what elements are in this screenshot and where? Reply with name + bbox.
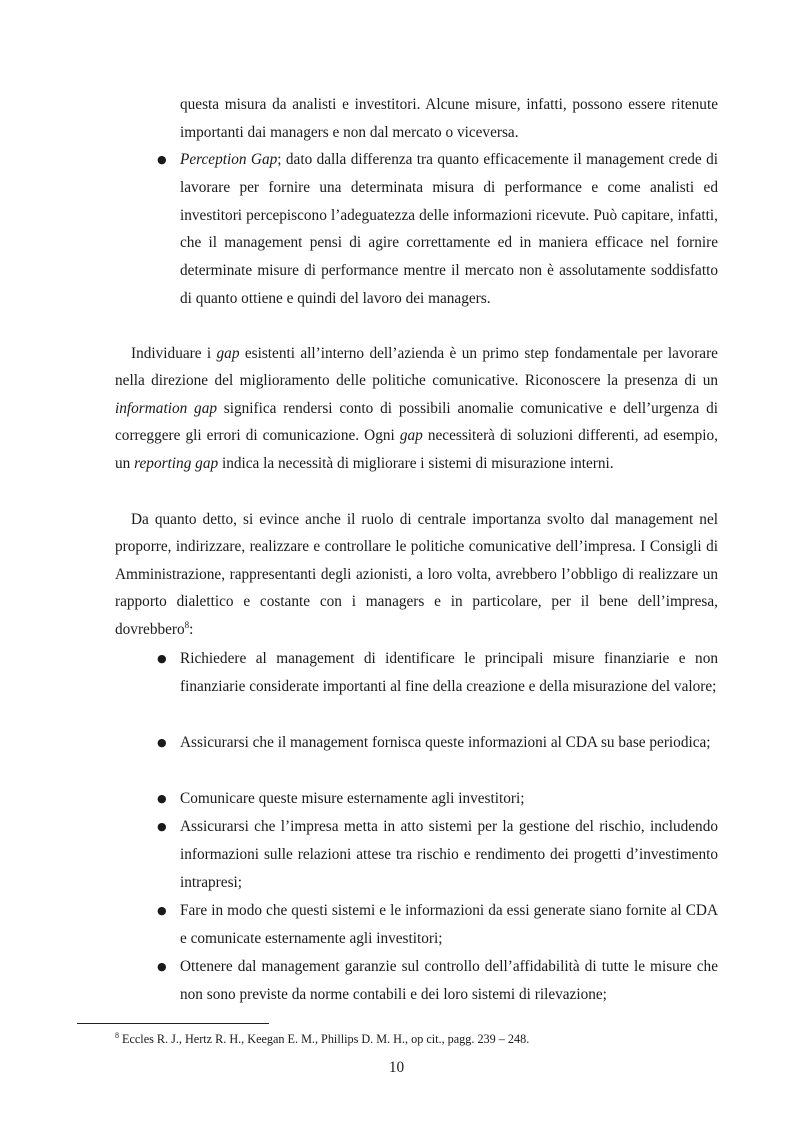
footnote-ref[interactable]: 8 [184,619,190,630]
bullet-marker: ● [157,736,167,749]
bullet-marker: ● [157,153,167,166]
bullet-marker: ● [157,792,167,805]
list-item: Assicurarsi che l’impresa metta in atto sistemi per la gestione del rischio, includendo informazioni sulle relazioni attese tra rischio e rendimento dei progetti d’investimento intrapresi; [180,818,718,891]
list-item: Richiedere al management di identificare le principali misure finanziarie e non finanziarie considerate importanti al fine della creazione e della misurazione del valore; [180,650,718,695]
bullet-continuation-text: questa misura da analisti e investitori. Alcune misure, infatti, possono essere ritenute importanti dai managers e non dal mercato o viceversa. [180,96,718,141]
bullet-marker: ● [157,652,167,665]
bullet-marker: ● [157,904,167,917]
bullet-perception-gap: Perception Gap; dato dalla differenza tra quanto efficacemente il management crede di lavorare per fornire una determinata misura di performance e come analisti ed investitori percepiscono l’adeguatezza delle informazioni ricevute. Può capitare, infatti, che il management pensi di agire correttamente ed in maniera efficace nel fornire determinate misure di performance mentre il mercato non è assolutamente soddisfatto di quanto ottiene e quindi del lavoro dei managers. [180,151,718,307]
list-item: Ottenere dal management garanzie sul controllo dell’affidabilità di tutte le misure che non sono previste da norme contabili e dei loro sistemi di rilevazione; [180,958,718,1003]
paragraph-gap: Individuare i gap esistenti all’interno dell’azienda è un primo step fondamentale per lavorare nella direzione del miglioramento delle politiche comunicative. Riconoscere la presenza di un information gap significa rendersi conto di possibili anomalie comunicative e dell’urgenza di correggere gli errori di comunicazione. Ogni gap necessiterà di soluzioni differenti, ad esempio, un reporting gap indica la necessità di migliorare i sistemi di misurazione interni. [115,345,719,472]
list-item: Fare in modo che questi sistemi e le informazioni da essi generate siano fornite al CDA e comunicate esternamente agli investitori; [180,902,718,947]
bullet-marker: ● [157,820,167,833]
bullet-marker: ● [157,960,167,973]
list-item: Assicurarsi che il management fornisca queste informazioni al CDA su base periodica; [180,734,711,751]
footnote: $^8$ Eccles R. J., Hertz R. H., Keegan E. M., Phillips D. M. H., op cit., pagg. 239 – 248. [115,1031,530,1046]
footnote-divider [77,1023,269,1024]
list-item: Comunicare queste misure esternamente agli investitori; [180,790,525,807]
page-number: 10 [388,1059,405,1076]
paragraph-management: Da quanto detto, si evince anche il ruolo di centrale importanza svolto dal management nel proporre, indirizzare, realizzare e controllare le politiche comunicative dell’impresa. I Consigli di Amministrazione, rappresentanti degli azionisti, a loro volta, avrebbero l’obbligo di realizzare un rapporto dialettico e costante con i managers e in particolare, per il bene dell’impresa, dovrebbero$^8$: [115,511,718,638]
term-perception-gap: Perception Gap [180,151,278,168]
